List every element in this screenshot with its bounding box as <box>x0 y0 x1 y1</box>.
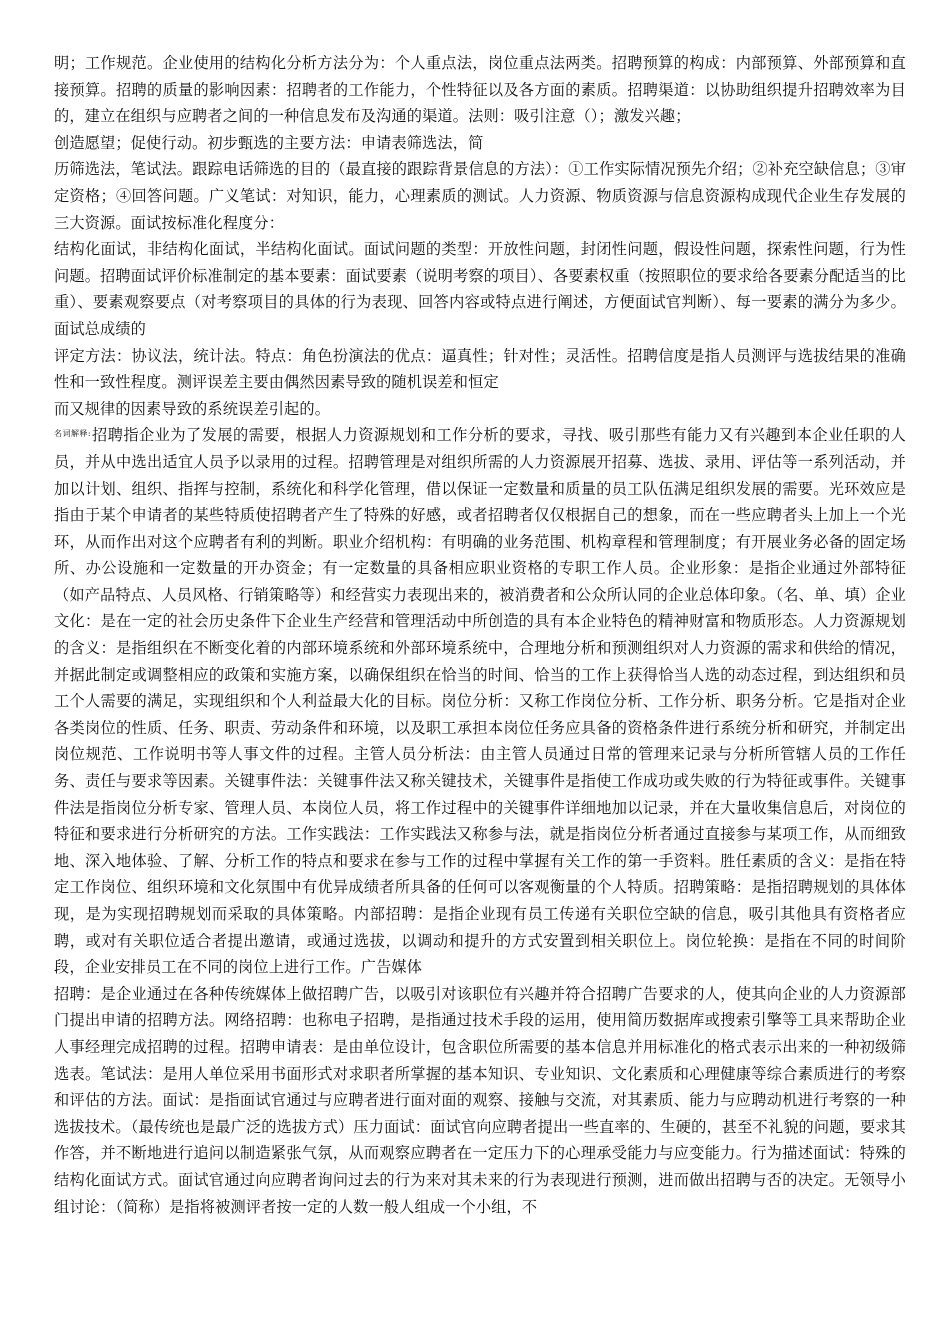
tail-paragraph: 招聘：是企业通过在各种传统媒体上做招聘广告，以吸引对该职位有兴趣并符合招聘广告要求的人，使其向企业的人力资源部门提出申请的招聘方法。网络招聘：也称电子招聘，是指通过技术手段的运用，使用简历数据库或搜索引擎等工具来帮助企业人事经理完成招聘的过程。招聘申请表：是由单位设计，包含职位所需要的基本信息并用标准化的格式表示出来的一种初级筛选表。笔试法：是用人单位采用书面形式对求职者所掌握的基本知识、专业知识、文化素质和心理健康等综合素质进行的考察和评估的方法。面试：是指面试官通过与应聘者进行面对面的观察、接触与交流，对其素质、能力与应聘动机进行考察的一种选拔技术。（最传统也是最广泛的选拔方式）压力面试：面试官向应聘者提出一些直率的、生硬的，甚至不礼貌的问题，要求其作答，并不断地进行追问以制造紧张气氛，从而观察应聘者在一定压力下的心理承受能力与应变能力。行为描述面试：特殊的结构化面试方式。面试官通过向应聘者询问过去的行为来对其未来的行为表现进行预测，进而做出招聘与否的决定。无领导小组讨论：（简称）是指将被测评者按一定的人数一般人组成一个小组，不 <box>54 984 906 1216</box>
term-label: 名词解释: <box>54 429 91 439</box>
term-definitions-paragraph <box>54 422 906 980</box>
paragraph-1: 明；工作规范。企业使用的结构化分析方法分为：个人重点法，岗位重点法两类。招聘预算的构成：内部预算、外部预算和直接预算。招聘的质量的影响因素：招聘者的工作能力，个性特征以及各方面的素质。招聘渠道：以协助组织提升招聘效率为目的，建立在组织与应聘者之间的一种信息发布及沟通的渠道。法则：吸引注意（）；激发兴趣； <box>54 54 906 126</box>
paragraph-3: 历筛选法，笔试法。跟踪电话筛选的目的（最直接的跟踪背景信息的方法）：①工作实际情况预先介绍；②补充空缺信息；③审定资格；④回答问题。广义笔试：对知识，能力，心理素质的测试。人力资源、物质资源与信息资源构成现代企业生存发展的三大资源。面试按标准化程度分： <box>54 160 906 232</box>
paragraph-6: 而又规律的因素导致的系统误差引起的。 <box>54 399 331 418</box>
term-definitions-text: 招聘指企业为了发展的需要，根据人力资源规划和工作分析的要求，寻找、吸引那些有能力又有兴趣到本企业任职的人员，并从中选出适宜人员予以录用的过程。招聘管理是对组织所需的人力资源展开招募、选拔、录用、评估等一系列活动，并加以计划、组织、指挥与控制，系统化和科学化管理，借以保证一定数量和质量的员工队伍满足组织发展的需要。光环效应是指由于某个申请者的某些特质使招聘者产生了特殊的好感，或者招聘者仅仅根据自己的想象，而在一些应聘者头上加上一个光环，从而作出对这个应聘者有利的判断。职业介绍机构：有明确的业务范围、机构章程和管理制度；有开展业务必备的固定场所、办公设施和一定数量的开办资金；有一定数量的具备相应职业资格的专职工作人员。企业形象：是指企业通过外部特征（如产品特点、人员风格、行销策略等）和经营实力表现出来的，被消费者和公众所认同的企业总体印象。（名、单、填）企业文化：是在一定的社会历史条件下企业生产经营和管理活动中所创造的具有本企业特色的精神财富和物质形态。人力资源规划的含义：是指组织在不断变化着的内部环境系统和外部环境系统中，合理地分析和预测组织对人力资源的需求和供给的情况，并据此制定或调整相应的政策和实施方案，以确保组织在恰当的时间、恰当的工作上获得恰当人选的动态过程，到达组织和员工个人需要的满足，实现组织和个人利益最大化的目标。岗位分析：又称工作岗位分析、工作分析、职务分析。它是指对企业各类岗位的性质、任务、职责、劳动条件和环境，以及职工承担本岗位任务应具备的资格条件进行系统分析和研究，并制定出岗位规范、工作说明书等人事文件的过程。主管人员分析法：由主管人员通过日常的管理来记录与分析所管辖人员的工作任务、责任与要求等因素。关键事件法：关键事件法又称关键技术，关键事件是指使工作成功或失败的行为特征或事件。关键事件法是指岗位分析专家、管理人员、本岗位人员，将工作过程中的关键事件详细地加以记录，并在大量收集信息后，对岗位的特征和要求进行分析研究的方法。工作实践法：工作实践法又称参与法，就是指岗位分析者通过直接参与某项工作，从而细致地、深入地体验、了解、分析工作的特点和要求在参与工作的过程中掌握有关工作的第一手资料。胜任素质的含义：是指在特定工作岗位、组织环境和文化氛围中有优异成绩者所具备的任何可以客观衡量的个人特质。招聘策略：是指招聘规划的具体体现，是为实现招聘规划而采取的具体策略。内部招聘：是指企业现有员工传递有关职位空缺的信息，吸引其他具有资格者应聘，或对有关职位适合者提出邀请，或通过选拔，以调动和提升的方式安置到相关职位上。岗位轮换：是指在不同的时间阶段，企业安排员工在不同的岗位上进行工作。广告媒体 <box>54 426 906 977</box>
paragraph-4: 结构化面试，非结构化面试，半结构化面试。面试问题的类型：开放性问题，封闭性问题，假设性问题，探索性问题，行为性问题。招聘面试评价标准制定的基本要素：面试要素（说明考察的项目）、各要素权重（按照职位的要求给各要素分配适当的比重）、要素观察要点（对考察项目的具体的行为表现、回答内容或特点进行阐述，方便面试官判断）、每一要素的满分为多少。面试总成绩的 <box>54 240 906 338</box>
document-page <box>54 50 906 1220</box>
paragraph-5: 评定方法：协议法，统计法。特点：角色扮演法的优点：逼真性；针对性；灵活性。招聘信度是指人员测评与选拔结果的准确性和一致性程度。测评误差主要由偶然因素导致的随机误差和恒定 <box>54 346 906 392</box>
paragraph-2: 创造愿望；促使行动。初步甄选的主要方法：申请表筛选法，简 <box>54 133 484 152</box>
